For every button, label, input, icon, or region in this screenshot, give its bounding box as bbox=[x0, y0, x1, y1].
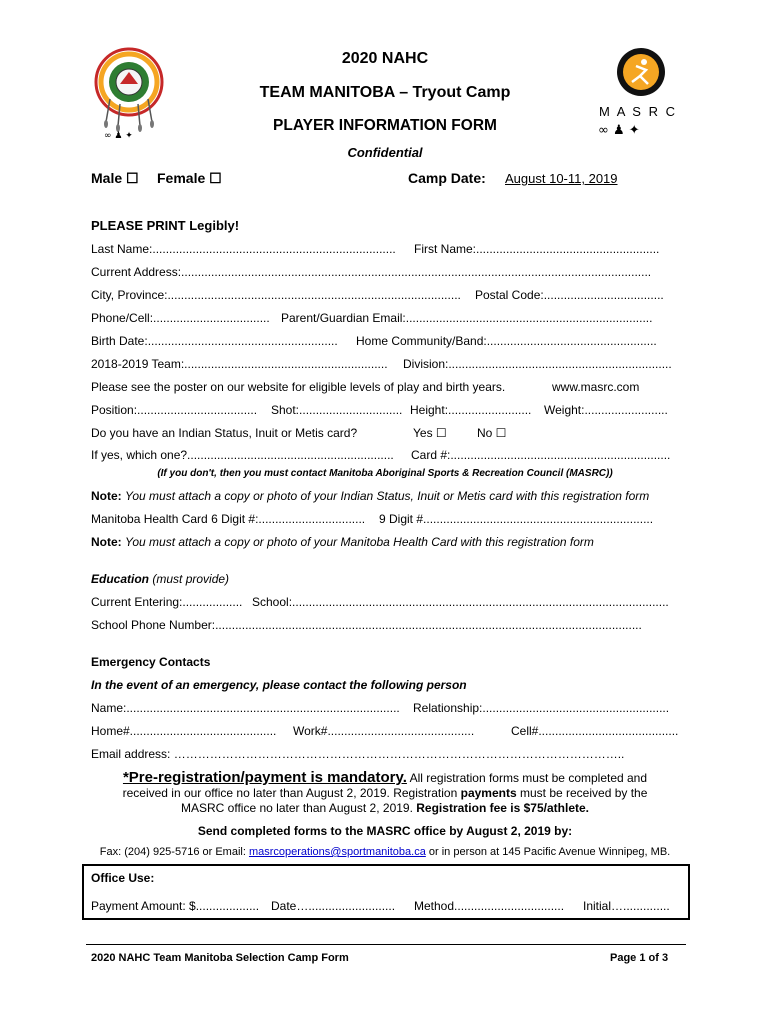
school-phone-field[interactable]: School Phone Number:................................................................................................................................ bbox=[91, 618, 642, 632]
postal-code-field[interactable]: Postal Code:.................................... bbox=[475, 288, 664, 302]
education-heading bbox=[91, 572, 229, 586]
female-checkbox[interactable]: Female ☐ bbox=[157, 170, 222, 186]
birth-date-field[interactable]: Birth Date:......................................................... bbox=[91, 334, 338, 348]
education-label: Education bbox=[91, 572, 150, 586]
payment-amount-field[interactable]: Payment Amount: $................... bbox=[91, 899, 260, 913]
height-field[interactable]: Height:......................... bbox=[410, 403, 532, 417]
mandatory-label: *Pre-registration/payment is mandatory. bbox=[122, 769, 407, 786]
health-card-9-field[interactable]: 9 Digit #..................................................................... bbox=[379, 512, 654, 526]
phone-field[interactable]: Phone/Cell:................................... bbox=[91, 311, 270, 325]
footer-divider bbox=[86, 944, 686, 945]
registration-line2a: received in our office no later than August 2, 2019. Registration bbox=[122, 786, 458, 800]
status-yes-checkbox[interactable]: Yes ☐ bbox=[413, 426, 447, 440]
fax-text: Fax: (204) 925-5716 or Email: bbox=[99, 846, 246, 858]
shot-field[interactable]: Shot:............................... bbox=[271, 403, 403, 417]
method-field[interactable]: Method................................. bbox=[414, 899, 565, 913]
print-note: PLEASE PRINT Legibly! bbox=[91, 218, 240, 233]
office-date-field[interactable]: Date….......................... bbox=[271, 899, 396, 913]
status-no-checkbox[interactable]: No ☐ bbox=[477, 426, 507, 440]
work-phone-field[interactable]: Work#............................................ bbox=[293, 724, 475, 738]
registration-payments: payments bbox=[460, 786, 517, 800]
poster-note: Please see the poster on our website for eligible levels of play and birth years. bbox=[91, 380, 506, 394]
form-title: PLAYER INFORMATION FORM bbox=[273, 117, 497, 134]
registration-line2c: must be received by the bbox=[519, 786, 648, 800]
male-checkbox[interactable]: Male ☐ bbox=[91, 170, 139, 186]
emergency-heading: Emergency Contacts bbox=[91, 655, 211, 669]
masrc-email-link[interactable]: masrcoperations@sportmanitoba.ca bbox=[248, 846, 426, 858]
camp-date-value: August 10-11, 2019 bbox=[505, 171, 618, 186]
registration-line3a: MASRC office no later than August 2, 2019. bbox=[181, 801, 413, 815]
cell-phone-field[interactable]: Cell#.......................................... bbox=[511, 724, 679, 738]
position-field[interactable]: Position:.................................... bbox=[91, 403, 258, 417]
page-title: 2020 NAHC bbox=[341, 50, 429, 67]
status-question: Do you have an Indian Status, Inuit or Metis card? bbox=[91, 426, 358, 440]
masrc-logo-text: M A S R C bbox=[599, 104, 677, 119]
division-field[interactable]: Division:................................................................... bbox=[403, 357, 672, 371]
which-one-field[interactable]: If yes, which one?.............................................................. bbox=[91, 448, 394, 462]
current-entering-field[interactable]: Current Entering:.................. bbox=[91, 595, 243, 609]
office-use-label: Office Use: bbox=[91, 871, 155, 885]
emergency-name-field[interactable]: Name:.................................................................................. bbox=[91, 701, 400, 715]
school-field[interactable]: School:................................................................................................................. bbox=[252, 595, 669, 609]
registration-line1: All registration forms must be completed and bbox=[409, 771, 648, 785]
registration-fee: Registration fee is $75/athlete. bbox=[416, 801, 589, 815]
fax-row bbox=[0, 846, 770, 858]
last-name-field[interactable]: Last Name:......................................................................... bbox=[91, 242, 396, 256]
card-number-field[interactable]: Card #:.................................................................. bbox=[411, 448, 671, 462]
note1-text: You must attach a copy or photo of your Indian Status, Inuit or Metis card with this registration form bbox=[125, 489, 650, 503]
health-card-6-field[interactable]: Manitoba Health Card 6 Digit #:................................ bbox=[91, 512, 366, 526]
website-link[interactable]: www.masrc.com bbox=[552, 380, 640, 394]
note1-row bbox=[91, 489, 649, 503]
camp-date-label: Camp Date: bbox=[408, 170, 486, 186]
team-field[interactable]: 2018-2019 Team:............................................................. bbox=[91, 357, 388, 371]
emergency-email-field[interactable]: Email address: ………………………………………………………………………………………………….. bbox=[91, 747, 625, 761]
note2-text: You must attach a copy or photo of your Manitoba Health Card with this registration form bbox=[125, 535, 594, 549]
svg-text:∞ ♟ ✦: ∞ ♟ ✦ bbox=[104, 131, 133, 139]
contact-masrc-note: (If you don't, then you must contact Manitoba Aboriginal Sports & Recreation Council (MASRC)) bbox=[157, 468, 613, 479]
confidential-label: Confidential bbox=[347, 145, 423, 160]
note2-row bbox=[91, 535, 594, 549]
relationship-field[interactable]: Relationship:........................................................ bbox=[413, 701, 670, 715]
page-subtitle: TEAM MANITOBA – Tryout Camp bbox=[259, 84, 511, 101]
registration-notice bbox=[82, 770, 688, 816]
home-community-field[interactable]: Home Community/Band:................................................... bbox=[356, 334, 657, 348]
page-number: Page 1 of 3 bbox=[610, 952, 669, 964]
parent-email-field[interactable]: Parent/Guardian Email:.......................................................................... bbox=[281, 311, 653, 325]
weight-field[interactable]: Weight:......................... bbox=[544, 403, 668, 417]
note1-label: Note: bbox=[91, 489, 122, 503]
note2-label: Note: bbox=[91, 535, 122, 549]
home-phone-field[interactable]: Home#............................................ bbox=[91, 724, 277, 738]
current-address-field[interactable]: Current Address:............................................................................................................................................. bbox=[91, 265, 652, 279]
send-forms-note: Send completed forms to the MASRC office by August 2, 2019 by: bbox=[197, 824, 573, 838]
city-field[interactable]: City, Province:........................................................................................ bbox=[91, 288, 461, 302]
svg-text:∞ ♟ ✦: ∞ ♟ ✦ bbox=[598, 123, 640, 138]
footer-form-name: 2020 NAHC Team Manitoba Selection Camp Form bbox=[91, 952, 349, 964]
first-name-field[interactable]: First Name:....................................................... bbox=[414, 242, 660, 256]
education-hint: (must provide) bbox=[152, 572, 230, 586]
address-text: or in person at 145 Pacific Avenue Winnipeg, MB. bbox=[428, 846, 671, 858]
emergency-instruction: In the event of an emergency, please contact the following person bbox=[91, 678, 467, 692]
initial-field[interactable]: Initial….............. bbox=[583, 899, 670, 913]
